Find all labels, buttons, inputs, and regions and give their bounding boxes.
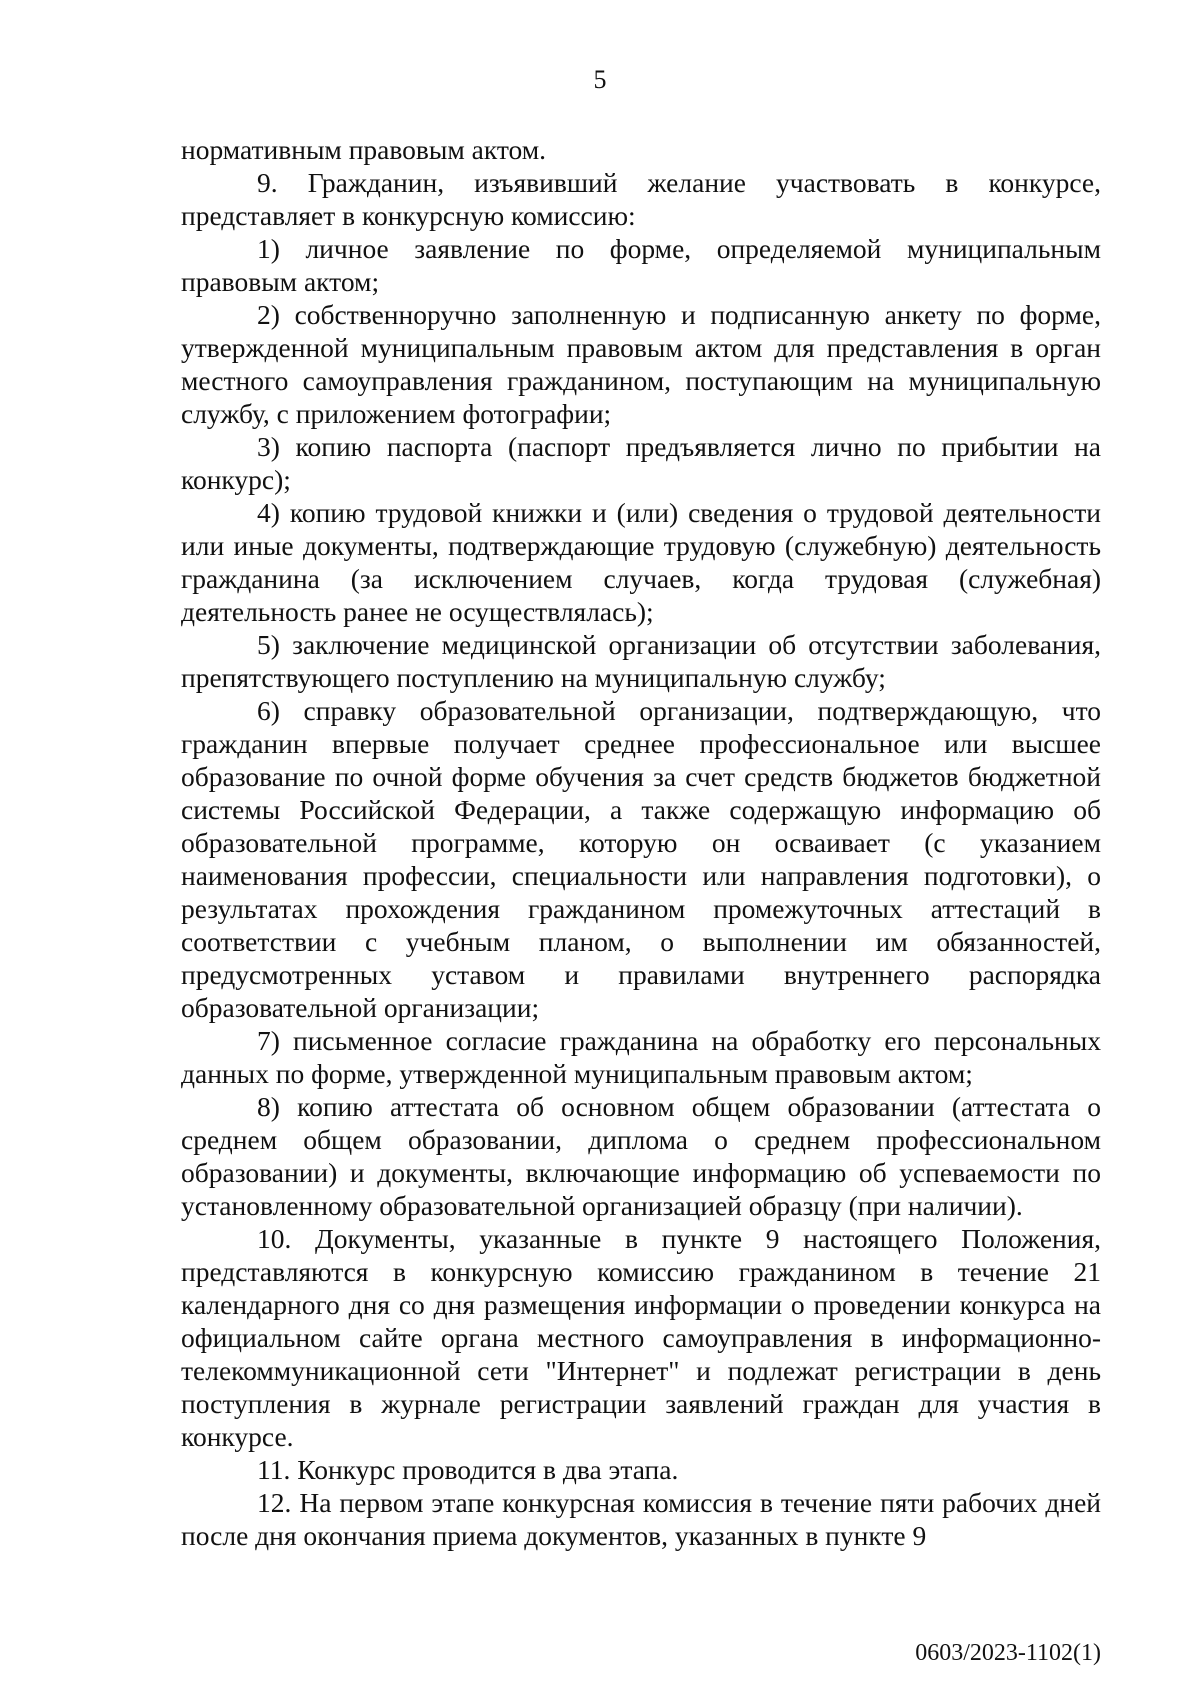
paragraph-item-11: 11. Конкурс проводится в два этапа. xyxy=(257,1454,679,1485)
paragraph-subitem-1: 1) личное заявление по форме, определяемой муниципальным правовым актом; xyxy=(181,233,1101,297)
paragraph-subitem-7: 7) письменное согласие гражданина на обработку его персональных данных по форме, утвержденной муниципальным правовым актом; xyxy=(181,1025,1101,1089)
paragraph-subitem-2: 2) собственноручно заполненную и подписанную анкету по форме, утвержденной муниципальным правовым актом для представления в орган местного самоуправления гражданином, поступающим на муниципальную службу, с приложением фотографии; xyxy=(181,299,1101,429)
paragraph-subitem-4: 4) копию трудовой книжки и (или) сведения о трудовой деятельности или иные документы, подтверждающие трудовую (служебную) деятельность гражданина (за исключением случаев, когда трудовая (служебная) деятельность ранее не осуществлялась); xyxy=(181,497,1101,627)
paragraph-item-9: 9. Гражданин, изъявивший желание участвовать в конкурсе, представляет в конкурсную комиссию: xyxy=(181,167,1101,231)
paragraph-subitem-8: 8) копию аттестата об основном общем образовании (аттестата о среднем общем образовании, диплома о среднем профессиональном образовании) и документы, включающие информацию об успеваемости по установленному образовательной организацией образцу (при наличии). xyxy=(181,1091,1101,1221)
document-code: 0603/2023-1102(1) xyxy=(915,1640,1101,1666)
page-number: 5 xyxy=(593,65,607,94)
paragraph-item-10: 10. Документы, указанные в пункте 9 настоящего Положения, представляются в конкурсную комиссию гражданином в течение 21 календарного дня со дня размещения информации о проведении конкурса на официальном сайте органа местного самоуправления в информационно-телекоммуникационной сети "Интернет" и подлежат регистрации в день поступления в журнале регистрации заявлений граждан для участия в конкурсе. xyxy=(181,1223,1101,1452)
paragraph-subitem-5: 5) заключение медицинской организации об отсутствии заболевания, препятствующего поступлению на муниципальную службу; xyxy=(181,629,1101,693)
document-body xyxy=(181,133,1101,1552)
paragraph-continuation: нормативным правовым актом. xyxy=(181,134,547,165)
paragraph-subitem-3: 3) копию паспорта (паспорт предъявляется лично по прибытии на конкурс); xyxy=(181,431,1101,495)
paragraph-item-12: 12. На первом этапе конкурсная комиссия в течение пяти рабочих дней после дня окончания приема документов, указанных в пункте 9 xyxy=(181,1487,1101,1551)
paragraph-subitem-6: 6) справку образовательной организации, подтверждающую, что гражданин впервые получает среднее профессиональное или высшее образование по очной форме обучения за счет средств бюджетов бюджетной системы Российской Федерации, а также содержащую информацию об образовательной программе, которую он осваивает (с указанием наименования профессии, специальности или направления подготовки), о результатах прохождения гражданином промежуточных аттестаций в соответствии с учебным планом, о выполнении им обязанностей, предусмотренных уставом и правилами внутреннего распорядка образовательной организации; xyxy=(181,695,1101,1023)
